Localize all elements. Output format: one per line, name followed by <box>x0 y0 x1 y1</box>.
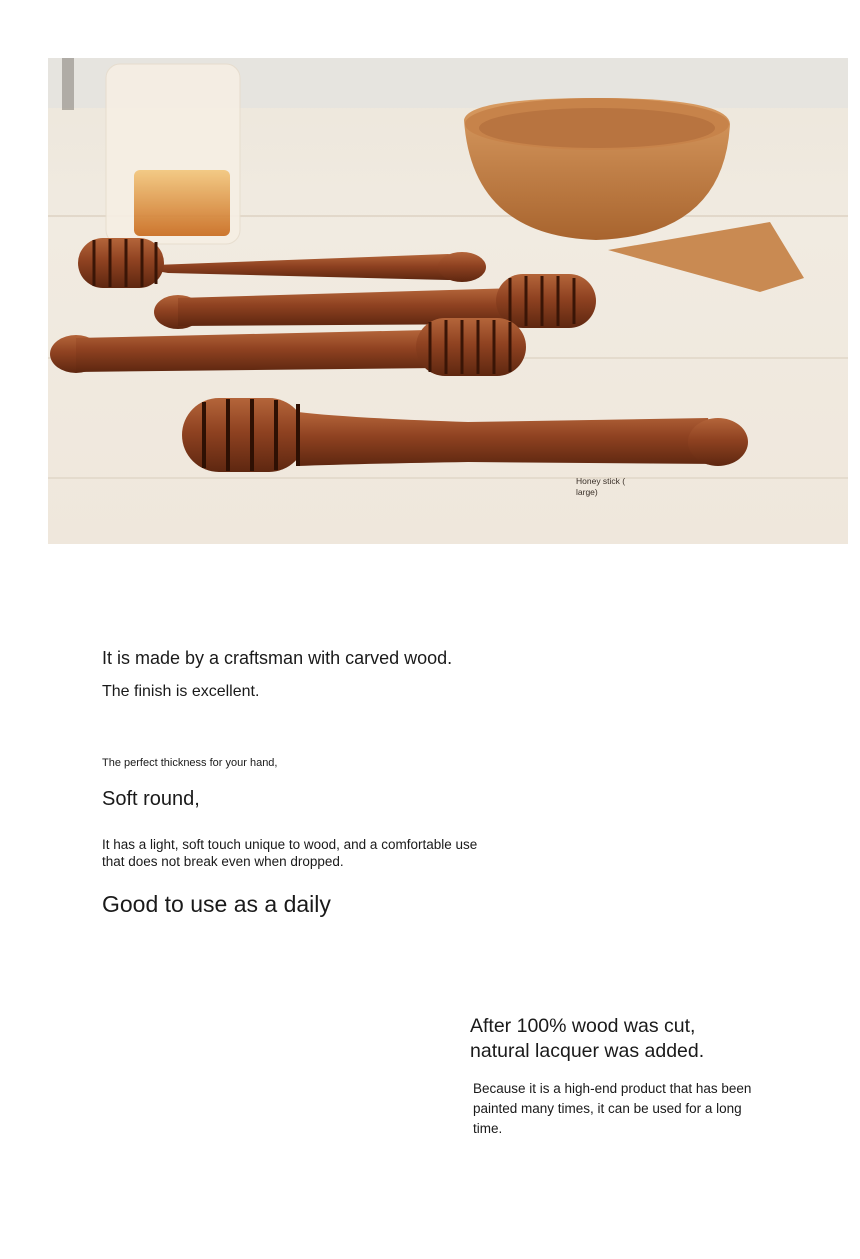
honey-stick <box>182 398 748 472</box>
honey-sticks-illustration <box>48 58 848 544</box>
craftsman-heading: It is made by a craftsman with carved wood. <box>102 648 453 668</box>
lacquer-description: Because it is a high-end product that has been painted many times, it can be used for a long time. <box>473 1081 752 1136</box>
soft-round-heading: Soft round, <box>102 788 200 810</box>
product-photo <box>48 58 848 544</box>
lacquer-heading-line1: After 100% wood was cut, <box>470 1015 696 1037</box>
daily-use-tagline: Good to use as a daily <box>102 891 331 917</box>
touch-description: It has a light, soft touch unique to wood, and a comfortable use that does not break even when dropped. <box>102 837 478 869</box>
honey-glass <box>106 64 240 244</box>
photo-caption: Honey stick ( large) <box>576 476 626 497</box>
thickness-intro: The perfect thickness for your hand, <box>102 757 278 769</box>
finish-text: The finish is excellent. <box>102 683 260 700</box>
honey-stick <box>154 274 596 329</box>
lacquer-heading-line2: natural lacquer was added. <box>470 1040 705 1062</box>
honey-stick <box>78 238 486 288</box>
honey-stick <box>50 318 526 376</box>
